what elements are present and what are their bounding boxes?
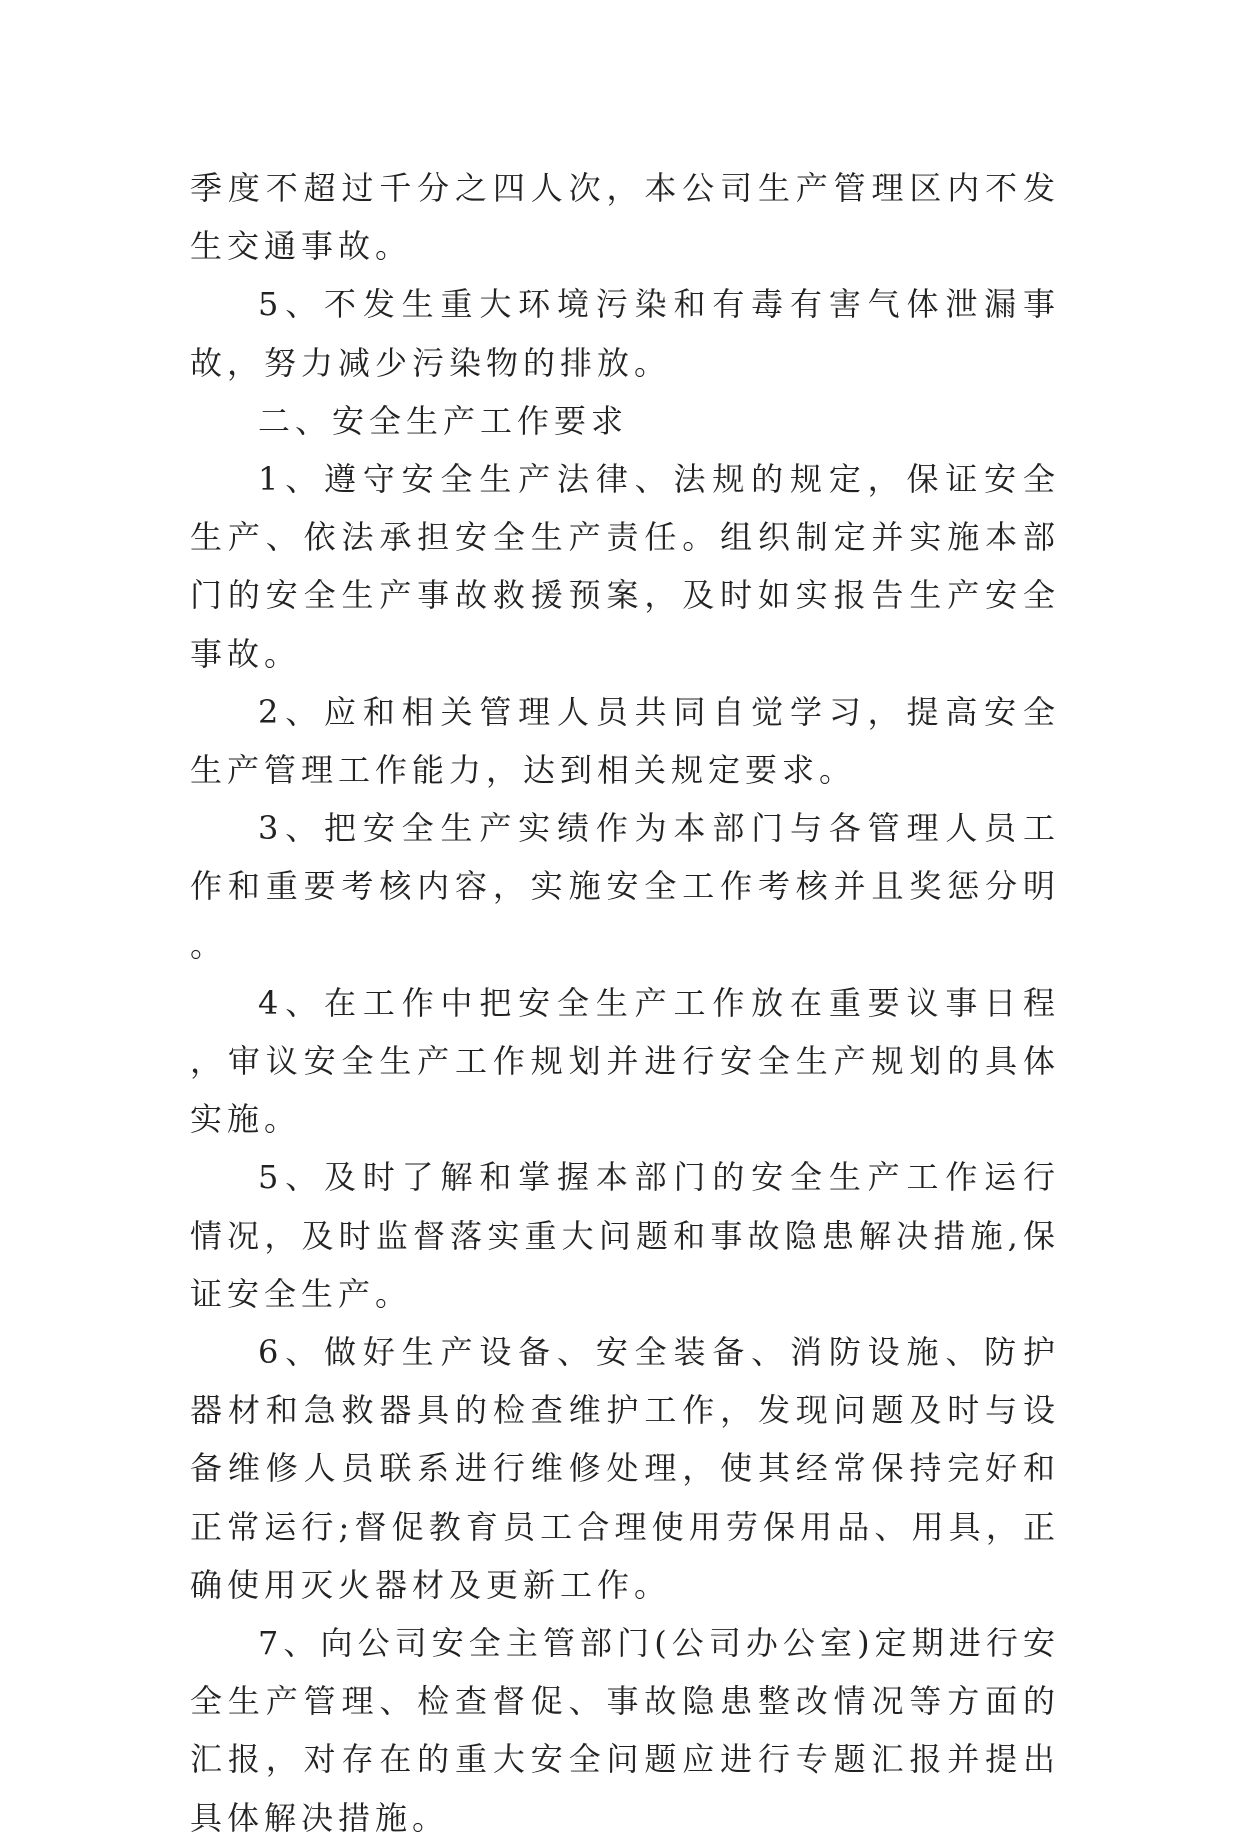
paragraph-requirement-1: 1、遵守安全生产法律、法规的规定，保证安全生产、依法承担安全生产责任。组织制定并实施本部门的安全生产事故救援预案，及时如实报告生产安全事故。 [190,460,1060,673]
paragraph-requirement-4: 4、在工作中把安全生产工作放在重要议事日程，审议安全生产工作规划并进行安全生产规划的具体实施。 [190,983,1060,1139]
paragraph-requirement-6: 6、做好生产设备、安全装备、消防设施、防护器材和急救器具的检查维护工作，发现问题及时与设备维修人员联系进行维修处理，使其经常保持完好和正常运行;督促教育员工合理使用劳保用品、用具，正确使用灭火器材及更新工作。 [190,1333,1060,1604]
section-heading-requirements: 二、安全生产工作要求 [258,401,629,440]
paragraph-item-5-environment: 5、不发生重大环境污染和有毒有害气体泄漏事故，努力减少污染物的排放。 [190,285,1060,382]
document-body [190,159,1060,1847]
paragraph-requirement-5: 5、及时了解和掌握本部门的安全生产工作运行情况，及时监督落实重大问题和事故隐患解决措施,保证安全生产。 [190,1158,1060,1313]
paragraph-requirement-7: 7、向公司安全主管部门(公司办公室)定期进行安全生产管理、检查督促、事故隐患整改情况等方面的汇报，对存在的重大安全问题应进行专题汇报并提出具体解决措施。 [190,1624,1060,1837]
paragraph-requirement-2: 2、应和相关管理人员共同自觉学习，提高安全生产管理工作能力，达到相关规定要求。 [190,692,1060,790]
paragraph-requirement-3: 3、把安全生产实绩作为本部门与各管理人员工作和重要考核内容，实施安全工作考核并且奖惩分明。 [190,809,1060,964]
paragraph-continuation: 季度不超过千分之四人次，本公司生产管理区内不发生交通事故。 [190,169,1060,266]
